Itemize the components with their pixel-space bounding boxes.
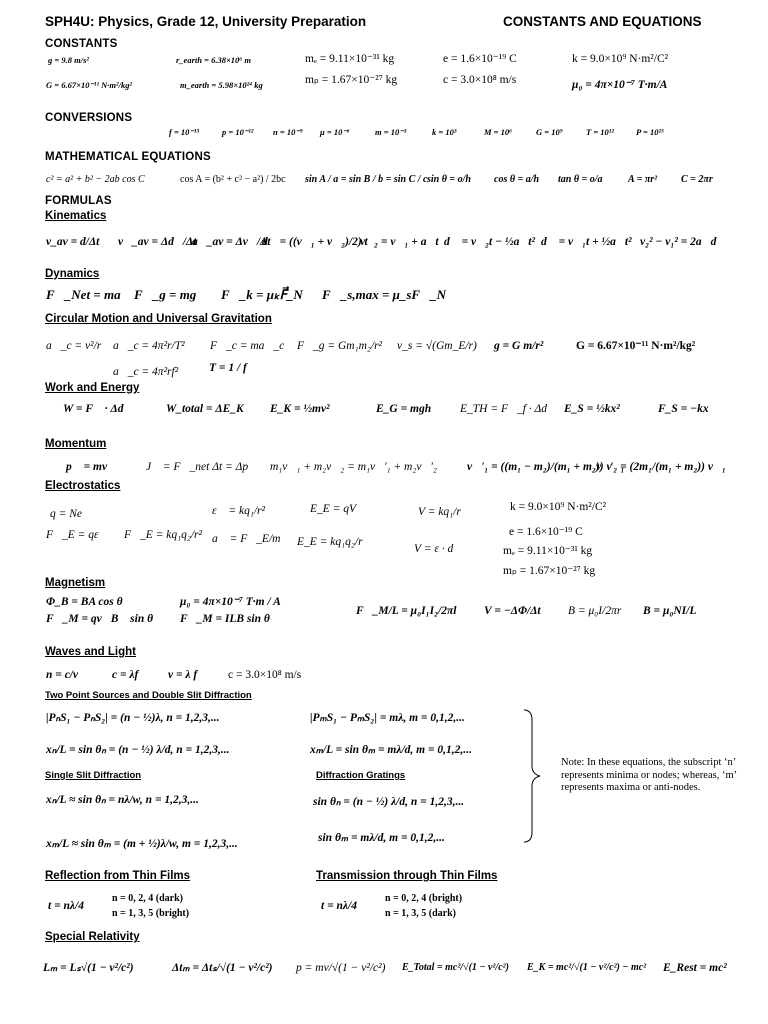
const-me: mₑ = 9.11×10⁻³¹ kg [305, 53, 395, 65]
const-m-earth: m_earth = 5.98×10²⁴ kg [180, 80, 263, 90]
elec-ee-k: E_E = kq₁q₂/r [297, 536, 363, 548]
two-point-heading: Two Point Sources and Double Slit Diffraction [45, 690, 252, 701]
math-circumference: C = 2πr [681, 174, 713, 185]
kin-d-v2: d⃗ = v⃗₂t − ½a⃗t² [444, 236, 535, 248]
mag-b-solenoid: B = μ₀NI/L [643, 605, 697, 617]
circ-G: G = 6.67×10⁻¹¹ N·m²/kg² [576, 340, 696, 352]
const-mp: mₚ = 1.67×10⁻²⁷ kg [305, 74, 398, 86]
rel-length: Lₘ = Lₛ√(1 − v²/c²) [43, 962, 134, 974]
transmission-heading: Transmission through Thin Films [316, 870, 498, 882]
dyn-net: F⃗_Net = ma⃗ [46, 287, 131, 302]
waves-index: n = c/v [46, 669, 79, 681]
conversions-heading: CONVERSIONS [45, 112, 133, 124]
mom-v2-prime: v⃗'₂ = (2m₁/(m₁ + m₂)) v⃗₁ [596, 461, 726, 473]
conv-micro: μ = 10⁻⁶ [320, 127, 350, 137]
conv-mega: M = 10⁶ [484, 127, 513, 137]
two-point-path-m: |PₘS₁ − PₘS₂| = mλ, m = 0,1,2,... [310, 712, 465, 724]
two-point-path-n: |PₙS₁ − PₙS₂| = (n − ½)λ, n = 1,2,3,... [46, 712, 220, 724]
const-g: g = 9.8 m/s² [48, 55, 89, 65]
mag-force-wire: F⃗_M = ILB sin θ [180, 613, 270, 625]
grating-m: sin θₘ = mλ/d, m = 0,1,2,... [318, 832, 445, 844]
conv-milli: m = 10⁻³ [375, 127, 407, 137]
work-total: W_total = ΔE_K [166, 403, 244, 415]
circ-period: T = 1 / f [209, 362, 247, 374]
momentum-heading: Momentum [45, 438, 107, 450]
conv-nano: n = 10⁻⁹ [273, 127, 303, 137]
grating-n: sin θₙ = (n − ½) λ/d, n = 1,2,3,... [313, 796, 465, 808]
mom-v1-prime: v⃗'₁ = ((m₁ − m₂)/(m₁ + m₂)) v⃗₁ [467, 461, 625, 473]
elec-fe-field: F⃗_E = qε⃗ [46, 529, 108, 541]
reflection-bright: n = 1, 3, 5 (bright) [112, 908, 190, 919]
const-e: e = 1.6×10⁻¹⁹ C [443, 53, 517, 65]
rel-momentum: p = mv/√(1 − v²/c²) [296, 962, 386, 974]
waves-heading: Waves and Light [45, 646, 136, 658]
electrostatics-heading: Electrostatics [45, 480, 121, 492]
circ-ac-f: a⃗_c = 4π²rf² [113, 366, 179, 378]
conv-pico: p = 10⁻¹² [222, 127, 254, 137]
single-slit-n: xₙ/L ≈ sin θₙ = nλ/w, n = 1,2,3,... [46, 794, 199, 806]
math-cos: cos θ = a/h [494, 174, 540, 185]
elec-field: ε⃗ = kq₁/r² [212, 505, 265, 517]
magnetism-heading: Magnetism [45, 577, 106, 589]
math-area: A = πr² [628, 174, 658, 185]
circ-vs: v_s = √(Gm_E/r) [397, 340, 477, 352]
elec-me-const: mₑ = 9.11×10⁻³¹ kg [503, 545, 593, 557]
const-r-earth: r_earth = 6.38×10⁶ m [176, 55, 251, 65]
elec-q: q = Ne [50, 508, 83, 520]
rel-time: Δtₘ = Δtₛ/√(1 − v²/c²) [172, 962, 273, 974]
circ-ac-v: a⃗_c = v²/r [46, 340, 102, 352]
work-es: E_S = ½kx² [564, 403, 620, 415]
mag-mu0: μ₀ = 4π×10⁻⁷ T·m / A [180, 596, 281, 608]
circ-fc: F⃗_c = ma⃗_c [210, 340, 285, 352]
const-k: k = 9.0×10⁹ N·m²/C² [572, 53, 669, 65]
math-heading: MATHEMATICAL EQUATIONS [45, 151, 211, 163]
mom-p: p⃗ = mv⃗ [66, 461, 116, 473]
transmission-t: t = nλ/4 [321, 900, 357, 912]
const-mu0: μ₀ = 4π×10⁻⁷ T·m/A [572, 79, 668, 91]
math-sine-law: sin A / a = sin B / b = sin C / c [305, 174, 428, 185]
dyn-gravity: F⃗_g = mg⃗ [134, 287, 207, 302]
circ-fg: F⃗_g = Gm₁m₂/r² [297, 340, 383, 352]
math-tan: tan θ = o/a [558, 174, 603, 185]
two-point-angle-m: xₘ/L = sin θₘ = mλ/d, m = 0,1,2,... [310, 744, 472, 756]
work-eth: E_TH = F⃗_f · Δd⃗ [460, 403, 556, 415]
conv-femto: f = 10⁻¹⁵ [169, 127, 200, 137]
kin-vav: v_av = d/Δt [46, 236, 100, 248]
kin-v2: v⃗₂ = v⃗₁ + a⃗t [360, 236, 439, 248]
circ-ac-T: a⃗_c = 4π²r/T² [113, 340, 185, 352]
mag-flux: Φ_B = BA cos θ [46, 596, 123, 608]
conv-kilo: k = 10³ [432, 127, 457, 137]
kin-v-squared: v₂² − v₁² = 2a⃗d⃗ [640, 236, 726, 248]
rel-total-energy: E_Total = mc²/√(1 − v²/c²) [402, 962, 509, 973]
kinematics-heading: Kinematics [45, 210, 107, 222]
const-c: c = 3.0×10⁸ m/s [443, 74, 517, 86]
dynamics-heading: Dynamics [45, 268, 100, 280]
waves-v: v = λ f [168, 669, 198, 681]
math-cosine-law: c² = a² + b² − 2ab cos C [46, 174, 145, 185]
mag-parallel-wires: F⃗_M/L = μ₀I₁I₂/2πl [356, 605, 457, 617]
transmission-dark: n = 1, 3, 5 (dark) [385, 908, 456, 919]
kin-d-v1: d⃗ = v⃗₁t + ½a⃗t² [541, 236, 632, 248]
rel-kinetic-energy: E_K = mc²/√(1 − v²/c²) − mc² [527, 962, 647, 973]
grating-heading: Diffraction Gratings [316, 770, 406, 781]
elec-e-const: e = 1.6×10⁻¹⁹ C [509, 526, 583, 538]
const-G: G = 6.67×10⁻¹¹ N·m²/kg² [46, 80, 132, 90]
kin-aav: a⃗_av = Δv⃗/Δt [192, 236, 271, 248]
reflection-heading: Reflection from Thin Films [45, 870, 191, 882]
work-fs: F_S = −kx [658, 403, 709, 415]
mag-b-wire: B = μ₀I/2πr [568, 605, 622, 617]
relativity-heading: Special Relativity [45, 931, 140, 943]
note-text: Note: In these equations, the subscript ‘n’ represents minima or nodes; whereas, ‘m’ represents maxima or anti-nodes. [561, 757, 737, 793]
dyn-kinetic: F⃗_k = μₖF⃗_N [221, 287, 303, 302]
single-slit-heading: Single Slit Diffraction [45, 770, 142, 781]
circular-heading: Circular Motion and Universal Gravitation [45, 313, 272, 325]
elec-ee-qv: E_E = qV [310, 503, 357, 515]
page-subtitle: CONSTANTS AND EQUATIONS [503, 14, 702, 29]
elec-potential: V = kq₁/r [418, 506, 461, 518]
reflection-dark: n = 0, 2, 4 (dark) [112, 893, 183, 904]
math-sin: sin θ = o/h [427, 174, 471, 185]
note-brace [520, 708, 544, 844]
single-slit-m: xₘ/L ≈ sin θₘ = (m + ½)λ/w, m = 1,2,3,... [46, 838, 238, 850]
formulas-heading: FORMULAS [45, 195, 112, 207]
page-title: SPH4U: Physics, Grade 12, University Preparation [45, 14, 367, 29]
kin-d-avg: d⃗ = ((v⃗₁ + v⃗₂)/2) t [262, 236, 368, 248]
mom-impulse: J⃗ = F⃗_net Δt = Δp⃗ [146, 461, 258, 473]
elec-k-const: k = 9.0×10⁹ N·m²/C² [510, 501, 607, 513]
elec-coulomb: F⃗_E = kq₁q₂/r² [124, 529, 202, 541]
rel-rest-energy: E_Rest = mc² [663, 962, 727, 974]
mom-conservation: m₁v⃗₁ + m₂v⃗₂ = m₁v⃗'₁ + m₂v⃗'₂ [270, 461, 437, 473]
mag-emf: V = −ΔΦ/Δt [484, 605, 541, 617]
elec-accel: a⃗ = F⃗_E/m [212, 533, 281, 545]
waves-speed-light: c = 3.0×10⁸ m/s [228, 669, 302, 681]
elec-mp-const: mₚ = 1.67×10⁻²⁷ kg [503, 565, 596, 577]
waves-c: c = λf [112, 669, 139, 681]
elec-v-ed: V = ε · d [414, 543, 454, 555]
conv-peta: P = 10¹⁵ [636, 127, 664, 137]
dyn-static: F⃗_s,max = μ_sF⃗_N [322, 287, 447, 302]
work-W: W = F⃗ · Δd⃗ [63, 403, 133, 415]
mag-force-charge: F⃗_M = qv⃗B⃗ sin θ [46, 613, 154, 625]
math-cosine-angle: cos A = (b² + c² − a²) / 2bc [180, 174, 286, 185]
circ-g: g = G m/r² [494, 340, 544, 352]
kin-vav-vec: v⃗_av = Δd⃗/Δt [118, 236, 197, 248]
work-heading: Work and Energy [45, 382, 140, 394]
conv-giga: G = 10⁹ [536, 127, 563, 137]
conv-tera: T = 10¹² [586, 127, 614, 137]
work-eg: E_G = mgh [376, 403, 432, 415]
reflection-t: t = nλ/4 [48, 900, 84, 912]
work-ek: E_K = ½mv² [270, 403, 330, 415]
transmission-bright: n = 0, 2, 4 (bright) [385, 893, 463, 904]
constants-heading: CONSTANTS [45, 38, 118, 50]
two-point-angle-n: xₙ/L = sin θₙ = (n − ½) λ/d, n = 1,2,3,... [46, 744, 230, 756]
